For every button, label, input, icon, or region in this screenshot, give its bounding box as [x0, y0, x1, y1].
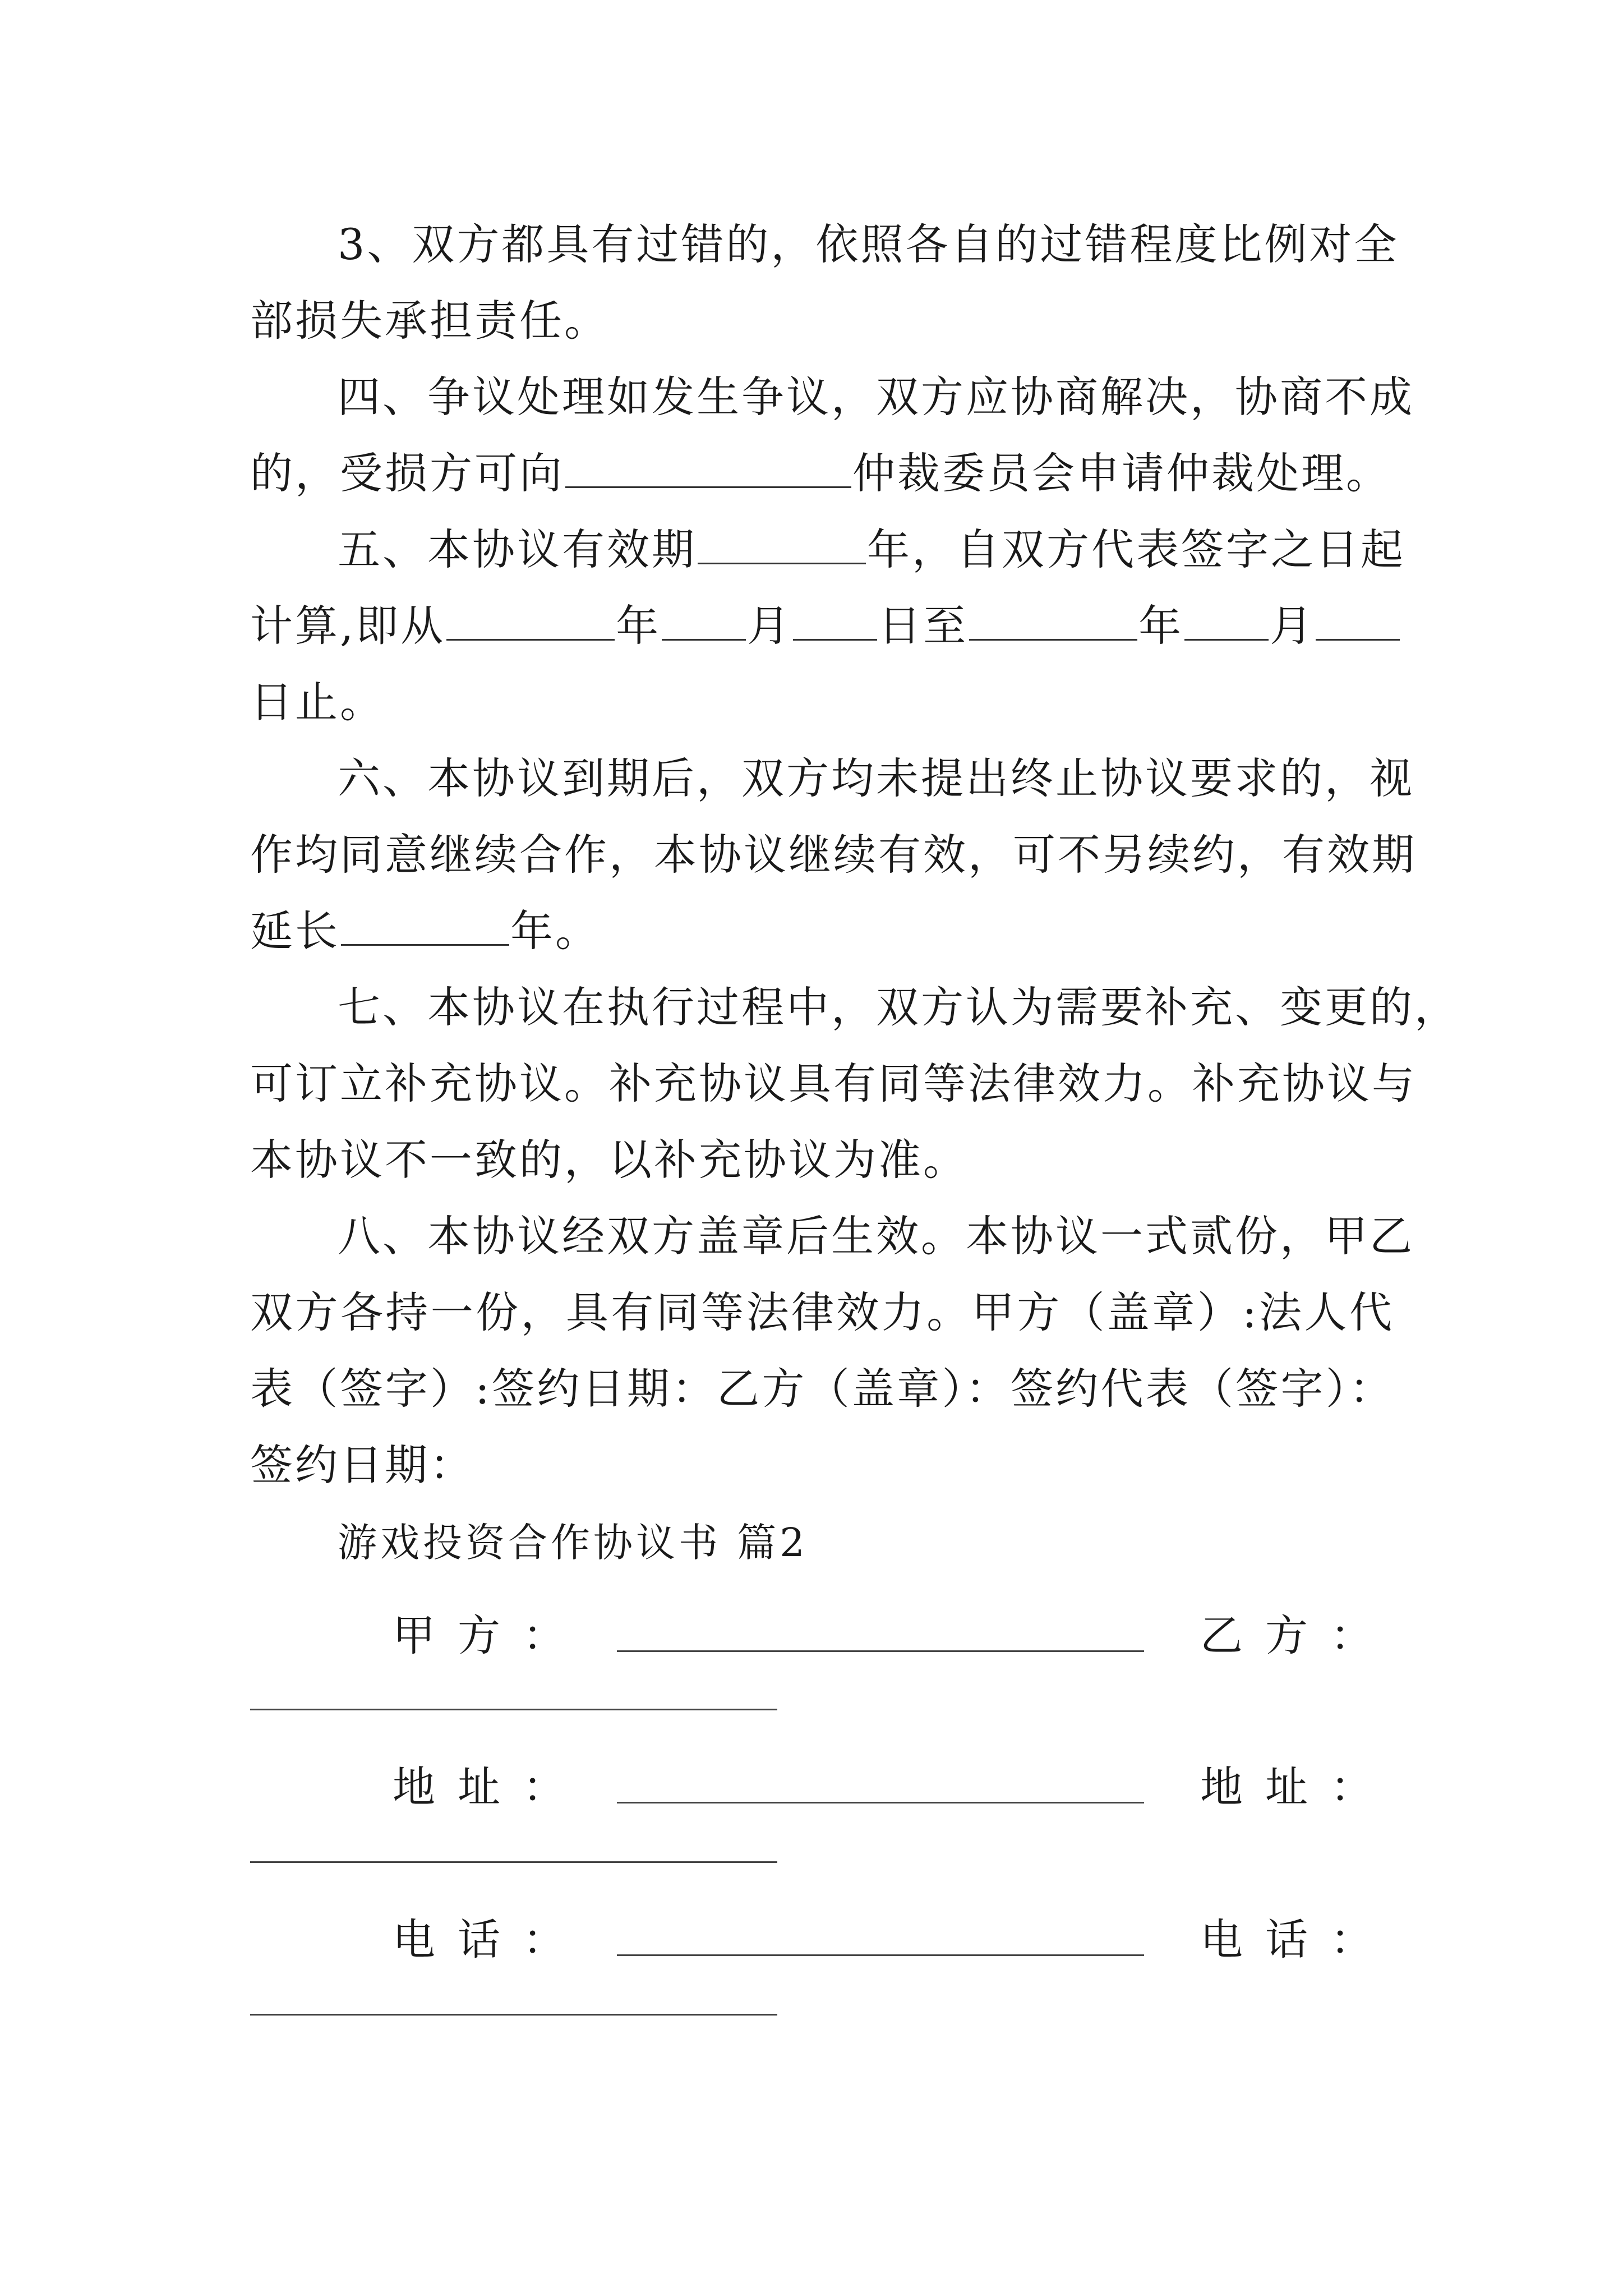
paragraph-line: 四、争议处理如发生争议，双方应协商解决，协商不成: [338, 372, 1414, 422]
address-a-label: 地址：: [393, 1762, 588, 1812]
paragraph-line: [250, 434, 1394, 513]
paragraph-line: 可订立补充协议。补充协议具有同等法律效力。补充协议与: [250, 1059, 1417, 1108]
text-segment: 年: [1138, 601, 1184, 651]
paragraph-line: 作均同意继续合作，本协议继续有效，可不另续约，有效期: [250, 830, 1417, 880]
address-b-blank[interactable]: [250, 1861, 777, 1863]
text-segment: 月: [1270, 601, 1315, 651]
fill-blank[interactable]: [1184, 596, 1269, 641]
party-a-blank[interactable]: [617, 1650, 1144, 1652]
paragraph-line: 表（签字）:签约日期：乙方（盖章）：签约代表（签字）：: [250, 1364, 1394, 1414]
paragraph-line: 日止。: [250, 677, 385, 727]
paragraph-line: [250, 892, 1394, 970]
section-title: 游戏投资合作协议书 篇2: [338, 1520, 808, 1566]
paragraph-line: 六、本协议到期后，双方均未提出终止协议要求的，视: [338, 753, 1414, 803]
paragraph-line: 八、本协议经双方盖章后生效。本协议一式贰份，甲乙: [338, 1211, 1414, 1261]
paragraph-line: 七、本协议在执行过程中，双方认为需要补充、变更的，: [338, 982, 1459, 1032]
fill-blank[interactable]: [565, 444, 851, 488]
phone-a-blank[interactable]: [617, 1954, 1144, 1956]
address-a-blank[interactable]: [617, 1802, 1144, 1803]
text-segment: 年: [616, 601, 661, 651]
party-a-row: [0, 1596, 1623, 1675]
address-b-label: 地址：: [1200, 1762, 1395, 1812]
text-segment: 计算,即从: [250, 601, 446, 651]
fill-blank[interactable]: [341, 901, 509, 946]
text-segment: 的，受损方可向: [250, 448, 564, 498]
phone-b-label: 电话：: [1200, 1915, 1395, 1964]
text-segment: 年。: [510, 906, 600, 956]
fill-blank[interactable]: [793, 596, 877, 641]
party-b-blank[interactable]: [250, 1709, 777, 1710]
paragraph-line: 本协议不一致的，以补充协议为准。: [250, 1135, 968, 1185]
fill-blank[interactable]: [662, 596, 746, 641]
paragraph-line: 签约日期：: [250, 1440, 474, 1490]
text-segment: 月: [747, 601, 792, 651]
text-segment: 年，自双方代表签字之日起: [867, 524, 1405, 574]
paragraph-line: [338, 510, 1405, 589]
paragraph-line: 部损失承担责任。: [250, 296, 609, 346]
fill-blank[interactable]: [698, 520, 866, 564]
paragraph-line: [250, 587, 1394, 665]
phone-b-blank[interactable]: [250, 2014, 777, 2016]
text-segment: 日至: [878, 601, 969, 651]
fill-blank[interactable]: [1316, 596, 1400, 641]
address-row: [0, 1748, 1623, 1826]
party-a-label: 甲方：: [393, 1611, 588, 1660]
phone-row: [0, 1901, 1623, 1979]
text-segment: 五、本协议有效期: [338, 524, 697, 574]
fill-blank[interactable]: [446, 596, 615, 641]
text-segment: 仲裁委员会申请仲裁处理。: [852, 448, 1391, 498]
paragraph-line: 双方各持一份，具有同等法律效力。甲方（盖章）:法人代: [250, 1287, 1394, 1337]
phone-a-label: 电话：: [393, 1915, 588, 1964]
fill-blank[interactable]: [969, 596, 1137, 641]
paragraph-line: 3、双方都具有过错的，依照各自的过错程度比例对全: [338, 219, 1399, 269]
text-segment: 延长: [250, 906, 340, 956]
party-b-label: 乙方：: [1200, 1611, 1395, 1660]
